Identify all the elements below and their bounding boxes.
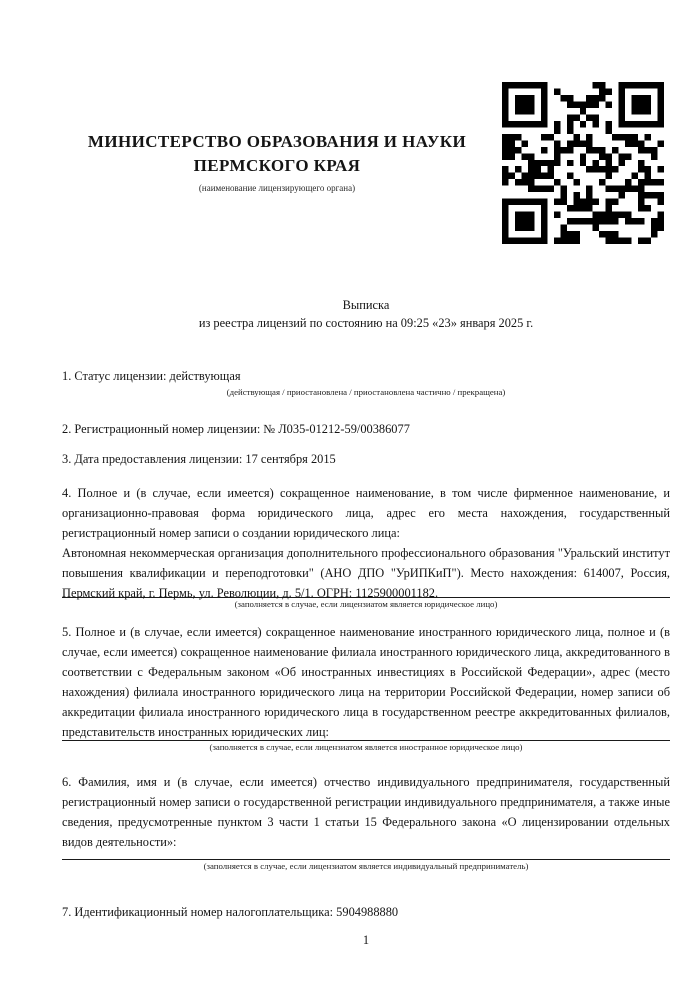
item-license-grant-date: 3. Дата предоставления лицензии: 17 сентября 2015 [62,452,336,466]
item-taxpayer-id: 7. Идентификационный номер налогоплательщика: 5904988880 [62,905,399,919]
item-license-status: 1. Статус лицензии: действующая [62,369,241,383]
document-title-line1: Выписка [342,298,390,312]
document-body [62,296,670,950]
item-individual-entrepreneur-caption: (заполняется в случае, если лицензиатом является индивидуальный предприниматель) [203,861,529,871]
document-title [62,296,670,332]
item-license-status-caption: (действующая / приостановлена / приостановлена частично / прекращена) [226,387,506,397]
item-legal-entity-value: Автономная некоммерческая организация дополнительного профессионального образования "Уральский институт повышения квалификации и переподготовки" (АНО ДПО "УрИПКиП"). Место нахождения: 614007, Россия, Пермский край, г. Пермь, ул. Революции, д. 5/1. ОГРН: 1125900001182. [62,546,670,600]
item-legal-entity-caption: (заполняется в случае, если лицензиатом является юридическое лицо) [234,599,498,609]
item-registration-number: 2. Регистрационный номер лицензии: № Л035-01212-59/00386077 [62,422,410,436]
licensing-authority-header [62,130,492,194]
ministry-name-line2: ПЕРМСКОГО КРАЯ [193,156,361,175]
item-legal-entity-label: 4. Полное и (в случае, если имеется) сокращенное наименование, в том числе фирменное наименование, и организационно-правовая форма юридического лица, адрес его места нахождения, государственный регистрационный номер записи о создании юридического лица: [62,486,670,540]
page-number: 1 [362,933,370,947]
item-foreign-entity-caption: (заполняется в случае, если лицензиатом является иностранное юридическое лицо) [209,742,523,752]
item-individual-entrepreneur-label: 6. Фамилия, имя и (в случае, если имеется) отчество индивидуального предпринимателя, государственный регистрационный номер записи о государственной регистрации индивидуального предпринимателя, а также иные сведения, предусмотренные пунктом 3 части 1 статьи 15 Федерального закона «О лицензировании отдельных видов деятельности»: [62,775,670,849]
qr-code [502,82,664,244]
item-foreign-entity-label: 5. Полное и (в случае, если имеется) сокращенное наименование иностранного юридического лица, полное и (в случае, если имеется) сокращенное наименование филиала иностранного юридического лица, аккредитованного в соответствии с Федеральным законом «Об иностранных инвестициях в Российской Федерации», адрес (место нахождения) филиала иностранного юридического лица на территории Российской Федерации, номер записи об аккредитации филиала иностранного юридического лица в государственном реестре аккредитованных филиалов, представительств иностранных юридических лиц: [62,625,670,739]
ministry-caption: (наименование лицензирующего органа) [198,183,356,193]
ministry-name-line1: МИНИСТЕРСТВО ОБРАЗОВАНИЯ И НАУКИ [87,132,467,151]
document-title-line2: из реестра лицензий по состоянию на 09:25 «23» января 2025 г. [198,316,534,330]
